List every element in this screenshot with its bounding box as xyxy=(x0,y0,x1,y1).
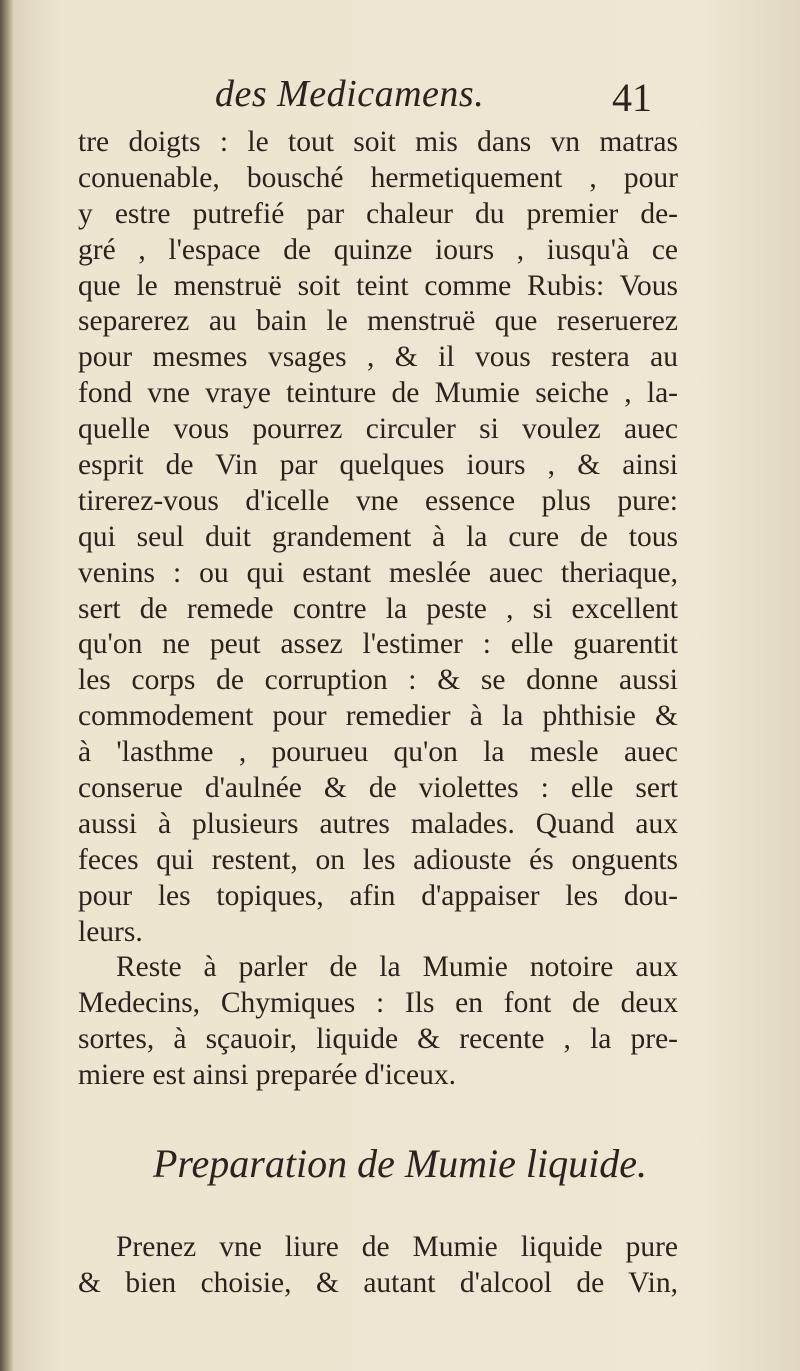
text-line: pour mesmes vsages , & il vous restera au xyxy=(78,341,678,374)
text-line: aussi à plusieurs autres malades. Quand aux xyxy=(78,807,678,840)
text-line: les corps de corruption : & se donne aussi xyxy=(78,664,678,697)
text-line: qui seul duit grandement à la cure de tous xyxy=(78,520,678,553)
text-line: y estre putrefié par chaleur du premier de- xyxy=(78,197,678,230)
page-header xyxy=(0,72,800,132)
main-text xyxy=(78,125,678,1094)
text-line: fond vne vraye teinture de Mumie seiche , la- xyxy=(78,377,678,410)
page-number: 41 xyxy=(612,75,652,120)
text-line: venins : ou qui estant meslée auec theriaque, xyxy=(78,556,678,589)
text-line: que le menstruë soit teint comme Rubis: Vous xyxy=(78,269,678,302)
text-line: qu'on ne peut assez l'estimer : elle guarentit xyxy=(78,628,678,661)
section-text xyxy=(78,1230,678,1302)
text-line: sert de remede contre la peste , si excellent xyxy=(78,592,678,625)
text-line: tre doigts : le tout soit mis dans vn matras xyxy=(78,126,678,158)
text-line: Medecins, Chymiques : Ils en font de deux xyxy=(78,987,678,1020)
text-line: conserue d'aulnée & de violettes : elle sert xyxy=(78,772,678,805)
text-line: Prenez vne liure de Mumie liquide pure xyxy=(116,1231,678,1263)
text-line: & bien choisie, & autant d'alcool de Vin, xyxy=(78,1266,678,1299)
text-line: pour les topiques, afin d'appaiser les dou- xyxy=(78,879,678,912)
text-line: gré , l'espace de quinze iours , iusqu'à ce xyxy=(78,233,678,266)
text-line: separerez au bain le menstruë que reseruerez xyxy=(78,305,678,338)
text-line: conuenable, bousché hermetiquement , pour xyxy=(78,161,678,194)
text-line: tirerez-vous d'icelle vne essence plus pure: xyxy=(78,484,678,517)
text-line: miere est ainsi preparée d'iceux. xyxy=(78,1059,456,1092)
text-line: esprit de Vin par quelques iours , & ainsi xyxy=(78,449,678,482)
section-heading: Preparation de Mumie liquide. xyxy=(153,1141,647,1186)
text-line: Reste à parler de la Mumie notoire aux xyxy=(116,951,678,984)
text-line: quelle vous pourrez circuler si voulez auec xyxy=(78,413,678,446)
text-line: à 'lasthme , pourueu qu'on la mesle auec xyxy=(78,736,678,769)
text-line: commodement pour remedier à la phthisie & xyxy=(78,700,678,733)
running-title: des Medicamens. xyxy=(215,73,485,115)
text-line: sortes, à sçauoir, liquide & recente , la pre- xyxy=(78,1023,678,1056)
text-line: feces qui restent, on les adiouste és onguents xyxy=(78,843,678,876)
text-line: leurs. xyxy=(78,915,143,948)
